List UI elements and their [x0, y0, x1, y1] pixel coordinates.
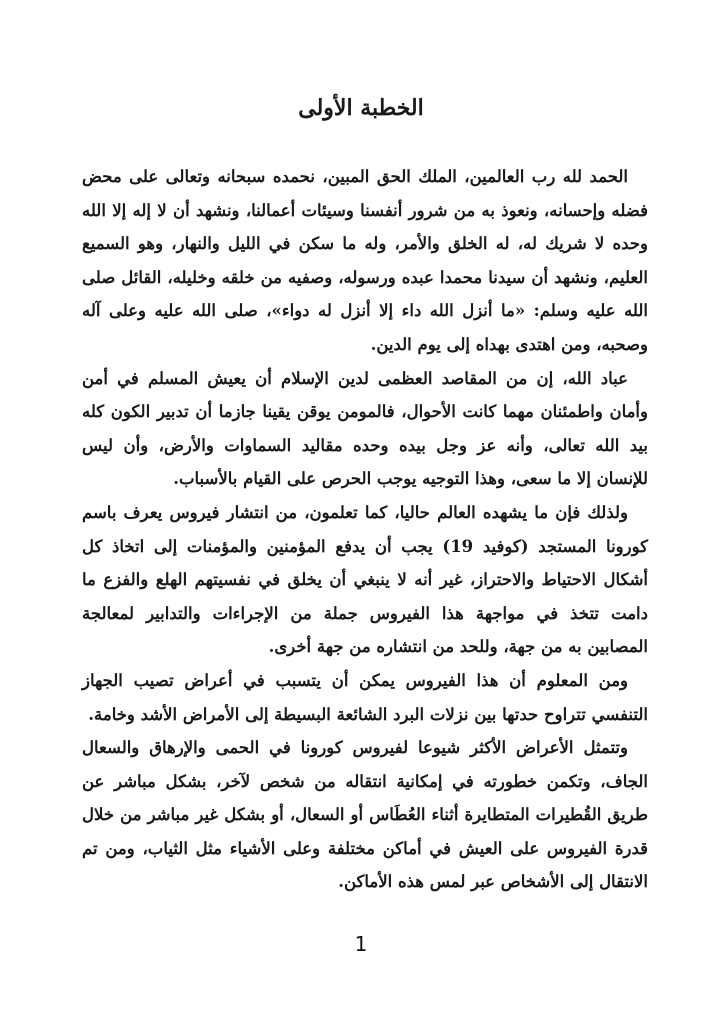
paragraph-transmission: وتتمثل الأعراض الأكثر شيوعا لفيروس كورونا في الحمى والإرهاق والسعال الجاف، وتكمن خطورته في إمكانية انتقاله من شخص لآخر، بشكل مباشر عن طريق القُطيرات المتطايرة أثناء العُطَاس أو السعال، أو بشكل غير مباشر من خلال قدرة الفيروس على العيش في أماكن مختلفة وعلى الأشياء مثل الثياب، ومن تم الانتقال إلى الأشخاص عبر لمس هذه الأماكن.: [82, 738, 648, 892]
page-number: 1: [354, 932, 368, 956]
paragraph-servants-of-god: عباد الله، إن من المقاصد العظمى لدين الإسلام أن يعيش المسلم في أمن وأمان واطمئنان مهما كانت الأحوال، فالمومن يوقن يقينا جازما أن تدبير الكون كله بيد الله تعالى، وأنه عز وجل بيده وحده مقاليد السماوات والأرض، وأن ليس للإنسان إلا ما سعى، وهذا التوجيه يوجب الحرص على القيام بالأسباب.: [82, 368, 648, 489]
paragraph-opening-praise: الحمد لله رب العالمين، الملك الحق المبين، نحمده سبحانه وتعالى على محض فضله وإحسانه، ونعوذ به من شرور أنفسنا وسيئات أعمالنا، ونشهد أن لا إله إلا الله وحده لا شريك له، له الخلق والأمر، وله ما سكن في الليل والنهار، وهو السميع العليم، ونشهد أن سيدنا محمدا عبده ورسوله، وصفيه من خلقه وخليله، القائل صلى الله عليه وسلم: «ما أنزل الله داء إلا أنزل له دواء»، صلى الله عليه وعلى آله وصحبه، ومن اهتدى بهداه إلى يوم الدين.: [82, 167, 648, 354]
page-title: الخطبة الأولى: [298, 95, 424, 121]
paragraph-respiratory-symptoms: ومن المعلوم أن هذا الفيروس يمكن أن يتسبب في أعراض تصيب الجهاز التنفسي تتراوح حدتها بين نزلات البرد الشائعة البسيطة إلى الأمراض الأشد وخامة.: [82, 670, 648, 724]
sermon-body: [82, 160, 648, 899]
paragraph-coronavirus-precautions: ولذلك فإن ما يشهده العالم حاليا، كما تعلمون، من انتشار فيروس يعرف باسم كورونا المستجد (كوفيد 19) يجب أن يدفع المؤمنين والمؤمنات إلى اتخاذ كل أشكال الاحتياط والاحتراز، غير أنه لا ينبغي أن يخلق في نفسيتهم الهلع والفزع ما دامت تتخذ في مواجهة هذا الفيروس جملة من الإجراءات والتدابير لمعالجة المصابين به من جهة، وللحد من انتشاره من جهة أخرى.: [82, 502, 648, 657]
